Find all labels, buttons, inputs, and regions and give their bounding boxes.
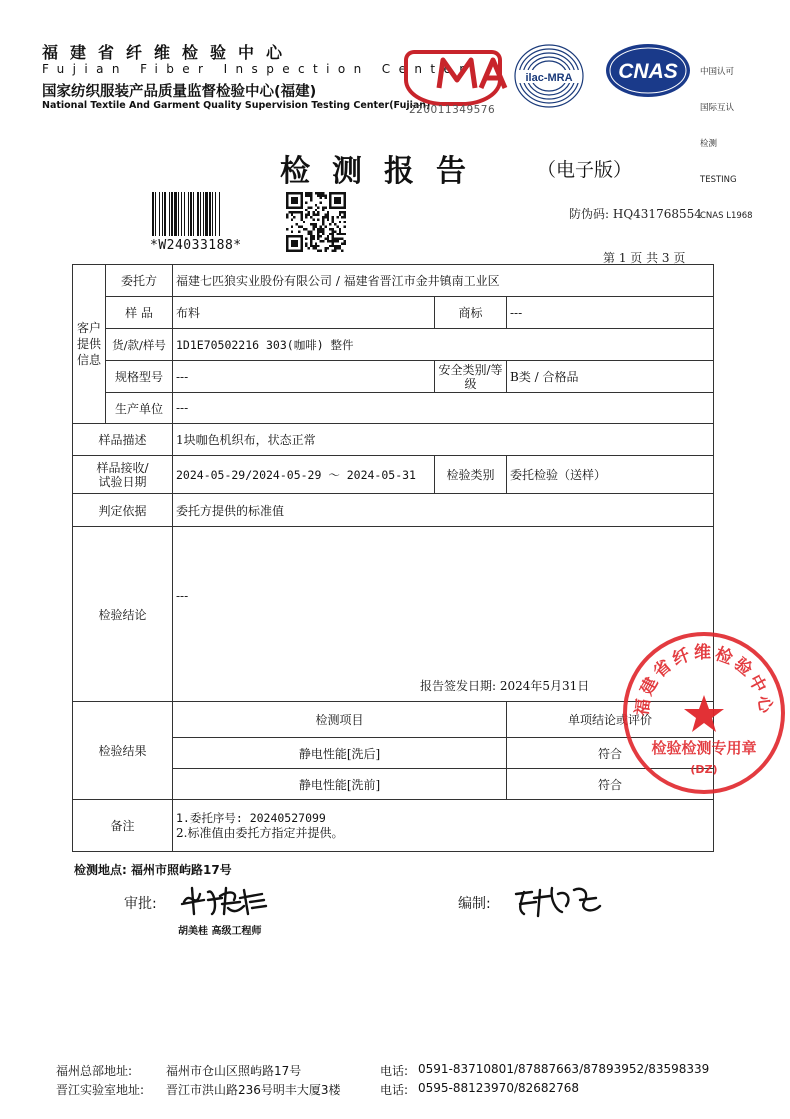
org-name-cn: 福建省纤维检验中心 — [42, 43, 295, 62]
approver-signature — [178, 880, 270, 920]
svg-text:(DZ): (DZ) — [690, 763, 718, 776]
barcode-label: *W24033188* — [150, 238, 242, 253]
official-stamp — [622, 631, 786, 795]
star-icon — [684, 695, 724, 732]
results-col-result: 单项结论或评价 — [507, 702, 714, 738]
table-row — [73, 800, 714, 852]
maker-value: --- — [173, 393, 714, 424]
style-value: 1D1E70502216 303(咖啡) 整件 — [173, 329, 714, 361]
brand-value: --- — [507, 297, 714, 329]
spec-value: --- — [173, 361, 435, 393]
footer-hq-tel: 0591-83710801/87887663/87893952/83598339 — [418, 1062, 710, 1076]
sample-value: 布料 — [173, 297, 435, 329]
table-row — [73, 527, 714, 702]
date-value: 2024-05-29/2024-05-29 ～ 2024-05-31 — [173, 456, 435, 494]
approver-name: 胡美桂 高级工程师 — [178, 926, 262, 937]
cma-number: 220011349576 — [409, 104, 496, 116]
table-row — [73, 297, 714, 329]
cnas-caption — [700, 42, 753, 234]
table-row — [73, 329, 714, 361]
ilac-mra-logo — [512, 42, 586, 110]
report-table — [72, 264, 714, 852]
conclusion-label: 检验结论 — [73, 527, 173, 702]
footer-jj-tel-label: 电话: — [380, 1083, 409, 1097]
table-row — [73, 265, 714, 297]
barcode — [152, 192, 252, 236]
footer-hq-label: 福州总部地址: — [56, 1064, 133, 1078]
safety-value: B类 / 合格品 — [507, 361, 714, 393]
footer-jj-address: 晋江市洪山路236号明丰大厦3楼 — [166, 1083, 341, 1097]
sign-date: 报告签发日期: 2024年5月31日 — [420, 679, 590, 693]
spec-label: 规格型号 — [106, 361, 173, 393]
cnas-line: 中国认可 — [700, 67, 735, 77]
cnas-line: 国际互认 — [700, 103, 735, 113]
footer-jj-label: 晋江实验室地址: — [56, 1083, 145, 1097]
table-row — [73, 361, 714, 393]
footer-hq-address: 福州市仓山区照屿路17号 — [166, 1064, 302, 1078]
footer-hq-tel-label: 电话: — [380, 1064, 409, 1078]
sample-label: 样 品 — [106, 297, 173, 329]
org-name-en: Fujian Fiber Inspection Center — [42, 62, 473, 76]
center-name-cn: 国家纺织服装产品质量监督检验中心(福建) — [42, 84, 317, 100]
basis-value: 委托方提供的标准值 — [173, 494, 714, 527]
entrust-label: 委托方 — [106, 265, 173, 297]
anti-fake-code: 防伪码: HQ431768554 — [569, 207, 702, 221]
table-row — [73, 494, 714, 527]
cnas-line: 检测 — [700, 139, 718, 149]
entrust-value: 福建七匹狼实业股份有限公司 / 福建省晋江市金井镇南工业区 — [173, 265, 714, 297]
result-item: 静电性能[洗后] — [173, 738, 507, 769]
compile-label: 编制: — [458, 896, 491, 912]
category-value: 委托检验（送样） — [507, 456, 714, 494]
remark-line: 2.标准值由委托方指定并提供。 — [176, 825, 344, 840]
safety-label: 安全类别/等级 — [435, 361, 507, 393]
brand-label: 商标 — [435, 297, 507, 329]
client-group-label: 客户提供信息 — [73, 265, 106, 424]
style-label: 货/款/样号 — [106, 329, 173, 361]
basis-label: 判定依据 — [73, 494, 173, 527]
center-name-en: National Textile And Garment Quality Supervision Testing Center(Fujian) — [42, 100, 431, 111]
svg-text:CNAS: CNAS — [618, 60, 678, 83]
test-site: 检测地点: 福州市照屿路17号 — [74, 863, 232, 877]
results-label: 检验结果 — [73, 702, 173, 800]
date-label: 样品接收/试验日期 — [73, 456, 173, 494]
cma-logo-text — [413, 54, 513, 103]
report-subtitle: （电子版） — [537, 159, 633, 181]
table-row — [73, 393, 714, 424]
remarks-label: 备注 — [73, 800, 173, 852]
cnas-logo — [605, 43, 691, 98]
result-value: 符合 — [507, 738, 714, 769]
svg-text:ilac-MRA: ilac-MRA — [525, 72, 573, 84]
approve-label: 审批: — [124, 896, 157, 912]
category-label: 检验类别 — [435, 456, 507, 494]
remarks-value — [173, 800, 714, 852]
remark-line: 1.委托序号: 20240527099 — [176, 810, 326, 825]
cnas-line: CNAS L1968 — [700, 211, 753, 221]
compiler-signature — [510, 880, 610, 922]
table-row — [73, 424, 714, 456]
table-row — [73, 456, 714, 494]
desc-label: 样品描述 — [73, 424, 173, 456]
report-title: 检测报告 — [280, 154, 488, 189]
desc-value: 1块咖色机织布，状态正常 — [173, 424, 714, 456]
conclusion-value: --- — [176, 589, 189, 603]
maker-label: 生产单位 — [106, 393, 173, 424]
footer-jj-tel: 0595-88123970/82682768 — [418, 1081, 580, 1095]
result-item: 静电性能[洗前] — [173, 769, 507, 800]
table-row — [73, 702, 714, 738]
results-col-item: 检测项目 — [173, 702, 507, 738]
cnas-line: TESTING — [700, 175, 737, 185]
result-value: 符合 — [507, 769, 714, 800]
qr-code — [286, 192, 346, 252]
cma-mark-icon — [433, 54, 513, 94]
page-number: 第 1 页 共 3 页 — [603, 251, 686, 265]
svg-text:福建省纤维检验中心: 福建省纤维检验中心 — [632, 643, 776, 718]
svg-text:检验检测专用章: 检验检测专用章 — [651, 739, 757, 757]
